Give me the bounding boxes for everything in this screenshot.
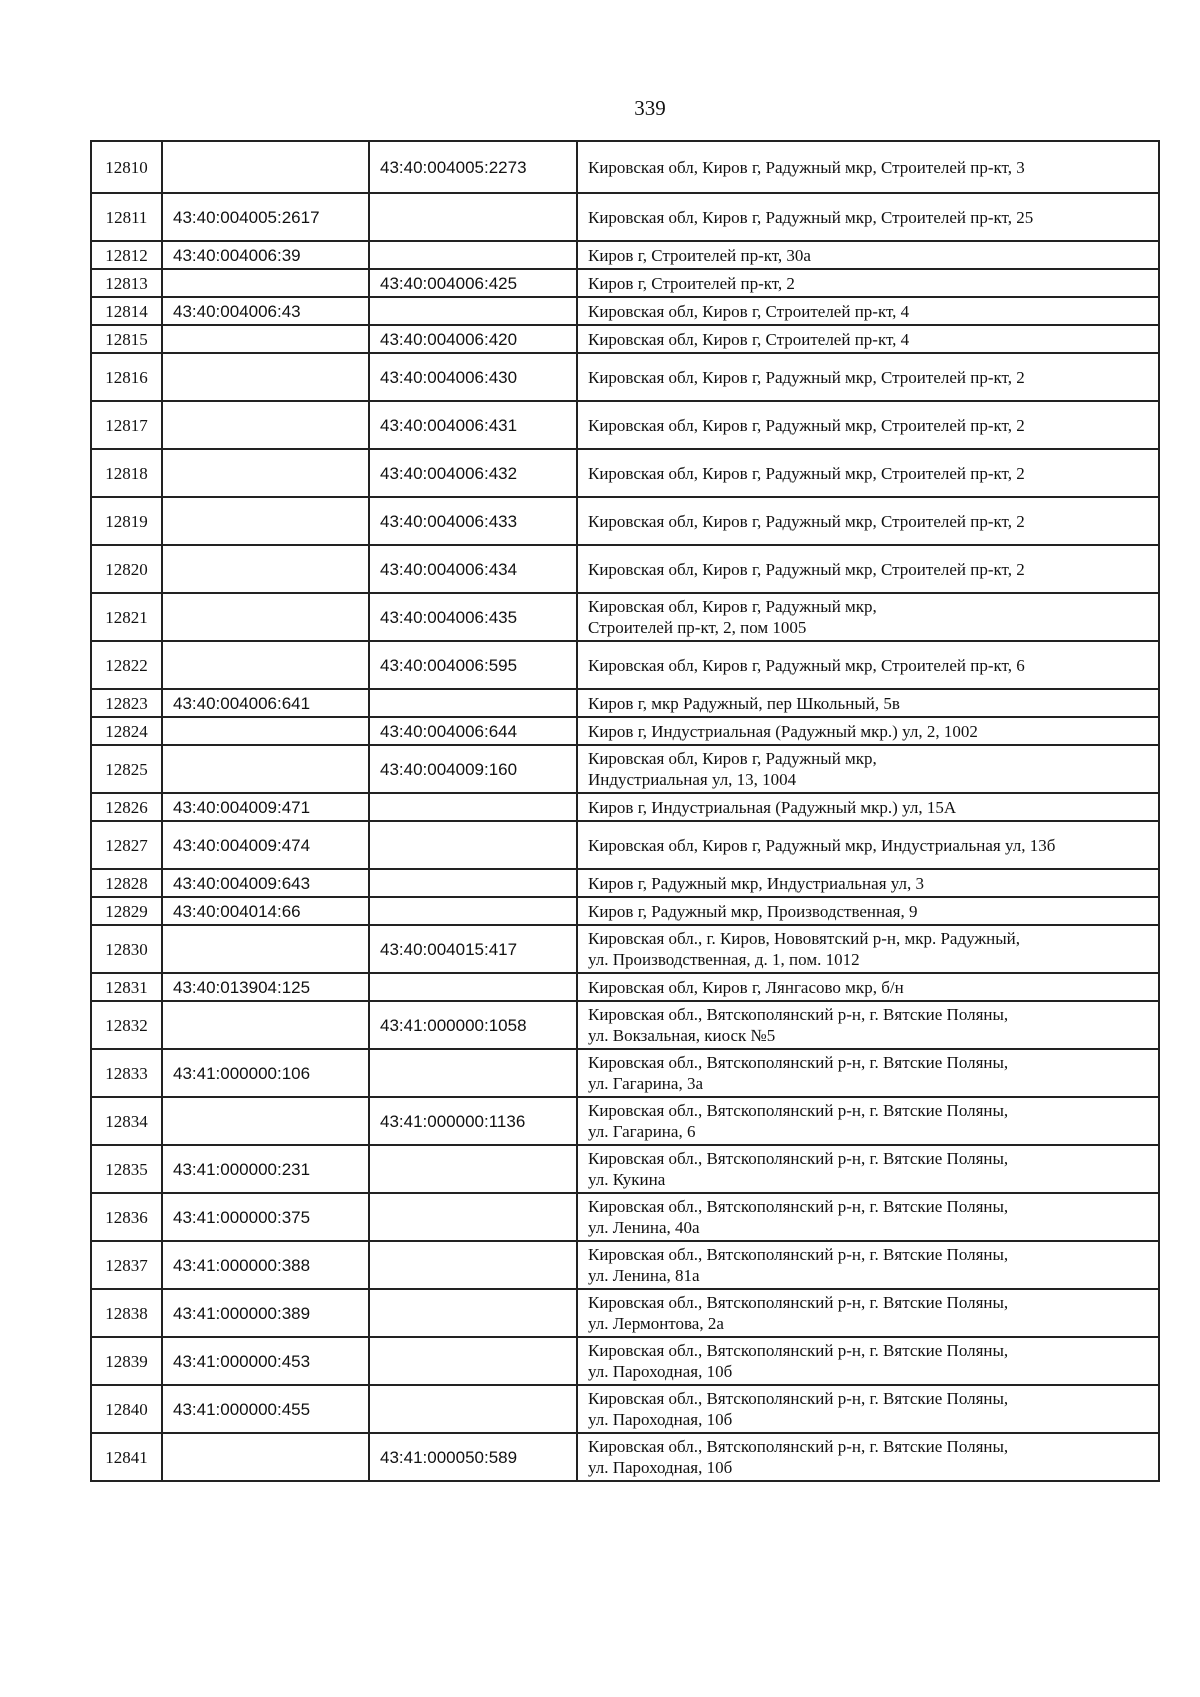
cadastral-number-cell (162, 1001, 369, 1049)
table-row (91, 897, 1159, 925)
address-cell: Кировская обл, Киров г, Лянгасово мкр, б/н (577, 973, 1159, 1001)
cadastral-number-alt-cell: 43:41:000050:589 (369, 1433, 577, 1481)
cadastral-number-cell: 43:40:004014:66 (162, 897, 369, 925)
cadastral-number-alt-cell: 43:40:004005:2273 (369, 141, 577, 193)
cadastral-number-cell (162, 141, 369, 193)
row-number-cell: 12830 (91, 925, 162, 973)
cadastral-number-alt-cell (369, 1193, 577, 1241)
cadastral-number-cell: 43:41:000000:389 (162, 1289, 369, 1337)
row-number-cell: 12834 (91, 1097, 162, 1145)
cadastral-number-alt-cell (369, 1385, 577, 1433)
row-number-cell: 12818 (91, 449, 162, 497)
cadastral-number-cell (162, 1097, 369, 1145)
cadastral-number-cell (162, 353, 369, 401)
cadastral-number-alt-cell (369, 297, 577, 325)
cadastral-number-cell: 43:40:004006:43 (162, 297, 369, 325)
address-cell: Кировская обл., Вятскополянский р-н, г. Вятские Поляны, ул. Пароходная, 10б (577, 1337, 1159, 1385)
cadastral-number-alt-cell: 43:40:004006:644 (369, 717, 577, 745)
cadastral-number-alt-cell (369, 689, 577, 717)
address-cell: Кировская обл, Киров г, Радужный мкр, Индустриальная ул, 13б (577, 821, 1159, 869)
address-cell: Кировская обл, Киров г, Радужный мкр, Строителей пр-кт, 2 (577, 449, 1159, 497)
row-number-cell: 12819 (91, 497, 162, 545)
address-cell: Кировская обл., Вятскополянский р-н, г. Вятские Поляны, ул. Пароходная, 10б (577, 1385, 1159, 1433)
cadastral-number-cell: 43:40:004005:2617 (162, 193, 369, 241)
table-row (91, 1241, 1159, 1289)
address-cell: Кировская обл, Киров г, Радужный мкр, Строителей пр-кт, 25 (577, 193, 1159, 241)
address-cell: Киров г, мкр Радужный, пер Школьный, 5в (577, 689, 1159, 717)
cadastral-number-cell (162, 449, 369, 497)
cadastral-number-alt-cell: 43:40:004006:425 (369, 269, 577, 297)
address-cell: Кировская обл., Вятскополянский р-н, г. Вятские Поляны, ул. Кукина (577, 1145, 1159, 1193)
table-row (91, 1001, 1159, 1049)
cadastral-number-alt-cell (369, 1049, 577, 1097)
table-row (91, 297, 1159, 325)
table-row (91, 449, 1159, 497)
cadastral-number-cell (162, 401, 369, 449)
row-number-cell: 12840 (91, 1385, 162, 1433)
cadastral-number-alt-cell: 43:40:004015:417 (369, 925, 577, 973)
cadastral-number-cell: 43:40:004006:641 (162, 689, 369, 717)
table-row (91, 1385, 1159, 1433)
table-row (91, 1145, 1159, 1193)
address-cell: Кировская обл, Киров г, Строителей пр-кт, 4 (577, 325, 1159, 353)
table-row (91, 241, 1159, 269)
address-cell: Кировская обл, Киров г, Радужный мкр, Индустриальная ул, 13, 1004 (577, 745, 1159, 793)
cadastral-number-alt-cell: 43:40:004006:595 (369, 641, 577, 689)
row-number-cell: 12814 (91, 297, 162, 325)
row-number-cell: 12832 (91, 1001, 162, 1049)
table-row (91, 1337, 1159, 1385)
address-cell: Кировская обл., Вятскополянский р-н, г. Вятские Поляны, ул. Вокзальная, киоск №5 (577, 1001, 1159, 1049)
cadastral-number-cell: 43:41:000000:455 (162, 1385, 369, 1433)
cadastral-number-cell: 43:40:013904:125 (162, 973, 369, 1001)
cadastral-number-cell: 43:40:004009:474 (162, 821, 369, 869)
table-row (91, 545, 1159, 593)
table-row (91, 141, 1159, 193)
table-row (91, 821, 1159, 869)
cadastral-number-cell (162, 1433, 369, 1481)
registry-table (90, 140, 1160, 1482)
row-number-cell: 12821 (91, 593, 162, 641)
row-number-cell: 12826 (91, 793, 162, 821)
page-number: 339 (634, 96, 666, 120)
row-number-cell: 12823 (91, 689, 162, 717)
row-number-cell: 12827 (91, 821, 162, 869)
address-cell: Кировская обл, Киров г, Радужный мкр, Строителей пр-кт, 2 (577, 401, 1159, 449)
table-row (91, 269, 1159, 297)
cadastral-number-cell: 43:40:004009:471 (162, 793, 369, 821)
row-number-cell: 12837 (91, 1241, 162, 1289)
address-cell: Кировская обл., Вятскополянский р-н, г. Вятские Поляны, ул. Лермонтова, 2а (577, 1289, 1159, 1337)
cadastral-number-alt-cell (369, 241, 577, 269)
cadastral-number-alt-cell: 43:41:000000:1058 (369, 1001, 577, 1049)
address-cell: Кировская обл, Киров г, Радужный мкр, Строителей пр-кт, 2 (577, 353, 1159, 401)
address-cell: Кировская обл, Киров г, Строителей пр-кт, 4 (577, 297, 1159, 325)
cadastral-number-alt-cell: 43:40:004006:431 (369, 401, 577, 449)
row-number-cell: 12810 (91, 141, 162, 193)
row-number-cell: 12813 (91, 269, 162, 297)
cadastral-number-cell: 43:40:004009:643 (162, 869, 369, 897)
table-row (91, 1097, 1159, 1145)
table-row (91, 401, 1159, 449)
table-row (91, 925, 1159, 973)
cadastral-number-cell (162, 497, 369, 545)
row-number-cell: 12841 (91, 1433, 162, 1481)
address-cell: Кировская обл, Киров г, Радужный мкр, Строителей пр-кт, 2, пом 1005 (577, 593, 1159, 641)
table-row (91, 869, 1159, 897)
address-cell: Кировская обл, Киров г, Радужный мкр, Строителей пр-кт, 3 (577, 141, 1159, 193)
cadastral-number-cell: 43:40:004006:39 (162, 241, 369, 269)
cadastral-number-cell (162, 593, 369, 641)
cadastral-number-alt-cell: 43:40:004006:430 (369, 353, 577, 401)
table-row (91, 641, 1159, 689)
table-row (91, 973, 1159, 1001)
cadastral-number-alt-cell (369, 821, 577, 869)
table-row (91, 193, 1159, 241)
row-number-cell: 12820 (91, 545, 162, 593)
address-cell: Кировская обл., Вятскополянский р-н, г. Вятские Поляны, ул. Гагарина, 3а (577, 1049, 1159, 1097)
row-number-cell: 12829 (91, 897, 162, 925)
row-number-cell: 12833 (91, 1049, 162, 1097)
table-row (91, 689, 1159, 717)
row-number-cell: 12817 (91, 401, 162, 449)
row-number-cell: 12815 (91, 325, 162, 353)
cadastral-number-alt-cell (369, 1241, 577, 1289)
cadastral-number-alt-cell: 43:41:000000:1136 (369, 1097, 577, 1145)
cadastral-number-alt-cell (369, 1289, 577, 1337)
row-number-cell: 12824 (91, 717, 162, 745)
table-row (91, 1433, 1159, 1481)
cadastral-number-cell (162, 545, 369, 593)
row-number-cell: 12825 (91, 745, 162, 793)
address-cell: Кировская обл, Киров г, Радужный мкр, Строителей пр-кт, 2 (577, 545, 1159, 593)
row-number-cell: 12836 (91, 1193, 162, 1241)
cadastral-number-cell (162, 925, 369, 973)
registry-table-body (91, 141, 1159, 1481)
cadastral-number-alt-cell (369, 897, 577, 925)
row-number-cell: 12822 (91, 641, 162, 689)
table-row (91, 1193, 1159, 1241)
address-cell: Киров г, Индустриальная (Радужный мкр.) ул, 15А (577, 793, 1159, 821)
address-cell: Кировская обл., Вятскополянский р-н, г. Вятские Поляны, ул. Пароходная, 10б (577, 1433, 1159, 1481)
address-cell: Киров г, Строителей пр-кт, 30а (577, 241, 1159, 269)
row-number-cell: 12838 (91, 1289, 162, 1337)
cadastral-number-cell: 43:41:000000:453 (162, 1337, 369, 1385)
row-number-cell: 12816 (91, 353, 162, 401)
table-row (91, 593, 1159, 641)
cadastral-number-alt-cell (369, 1337, 577, 1385)
row-number-cell: 12839 (91, 1337, 162, 1385)
cadastral-number-cell (162, 269, 369, 297)
row-number-cell: 12831 (91, 973, 162, 1001)
cadastral-number-alt-cell: 43:40:004006:432 (369, 449, 577, 497)
cadastral-number-cell (162, 717, 369, 745)
cadastral-number-alt-cell (369, 1145, 577, 1193)
table-row (91, 1289, 1159, 1337)
cadastral-number-cell: 43:41:000000:388 (162, 1241, 369, 1289)
cadastral-number-cell: 43:41:000000:375 (162, 1193, 369, 1241)
address-cell: Кировская обл., Вятскополянский р-н, г. Вятские Поляны, ул. Гагарина, 6 (577, 1097, 1159, 1145)
address-cell: Кировская обл., Вятскополянский р-н, г. Вятские Поляны, ул. Ленина, 81а (577, 1241, 1159, 1289)
cadastral-number-cell (162, 641, 369, 689)
table-row (91, 745, 1159, 793)
row-number-cell: 12828 (91, 869, 162, 897)
row-number-cell: 12812 (91, 241, 162, 269)
table-row (91, 353, 1159, 401)
cadastral-number-cell (162, 325, 369, 353)
address-cell: Кировская обл., Вятскополянский р-н, г. Вятские Поляны, ул. Ленина, 40а (577, 1193, 1159, 1241)
address-cell: Кировская обл, Киров г, Радужный мкр, Строителей пр-кт, 6 (577, 641, 1159, 689)
cadastral-number-alt-cell: 43:40:004006:435 (369, 593, 577, 641)
table-row (91, 793, 1159, 821)
cadastral-number-alt-cell: 43:40:004006:420 (369, 325, 577, 353)
row-number-cell: 12811 (91, 193, 162, 241)
cadastral-number-alt-cell: 43:40:004006:433 (369, 497, 577, 545)
address-cell: Киров г, Радужный мкр, Индустриальная ул, 3 (577, 869, 1159, 897)
address-cell: Кировская обл., г. Киров, Нововятский р-н, мкр. Радужный, ул. Производственная, д. 1, пом. 1012 (577, 925, 1159, 973)
address-cell: Киров г, Индустриальная (Радужный мкр.) ул, 2, 1002 (577, 717, 1159, 745)
cadastral-number-cell: 43:41:000000:106 (162, 1049, 369, 1097)
table-row (91, 497, 1159, 545)
table-row (91, 717, 1159, 745)
cadastral-number-alt-cell (369, 973, 577, 1001)
cadastral-number-alt-cell (369, 793, 577, 821)
cadastral-number-cell: 43:41:000000:231 (162, 1145, 369, 1193)
address-cell: Киров г, Строителей пр-кт, 2 (577, 269, 1159, 297)
address-cell: Кировская обл, Киров г, Радужный мкр, Строителей пр-кт, 2 (577, 497, 1159, 545)
cadastral-number-alt-cell (369, 193, 577, 241)
cadastral-number-alt-cell: 43:40:004009:160 (369, 745, 577, 793)
table-row (91, 325, 1159, 353)
table-row (91, 1049, 1159, 1097)
cadastral-number-alt-cell: 43:40:004006:434 (369, 545, 577, 593)
row-number-cell: 12835 (91, 1145, 162, 1193)
cadastral-number-alt-cell (369, 869, 577, 897)
cadastral-number-cell (162, 745, 369, 793)
address-cell: Киров г, Радужный мкр, Производственная, 9 (577, 897, 1159, 925)
